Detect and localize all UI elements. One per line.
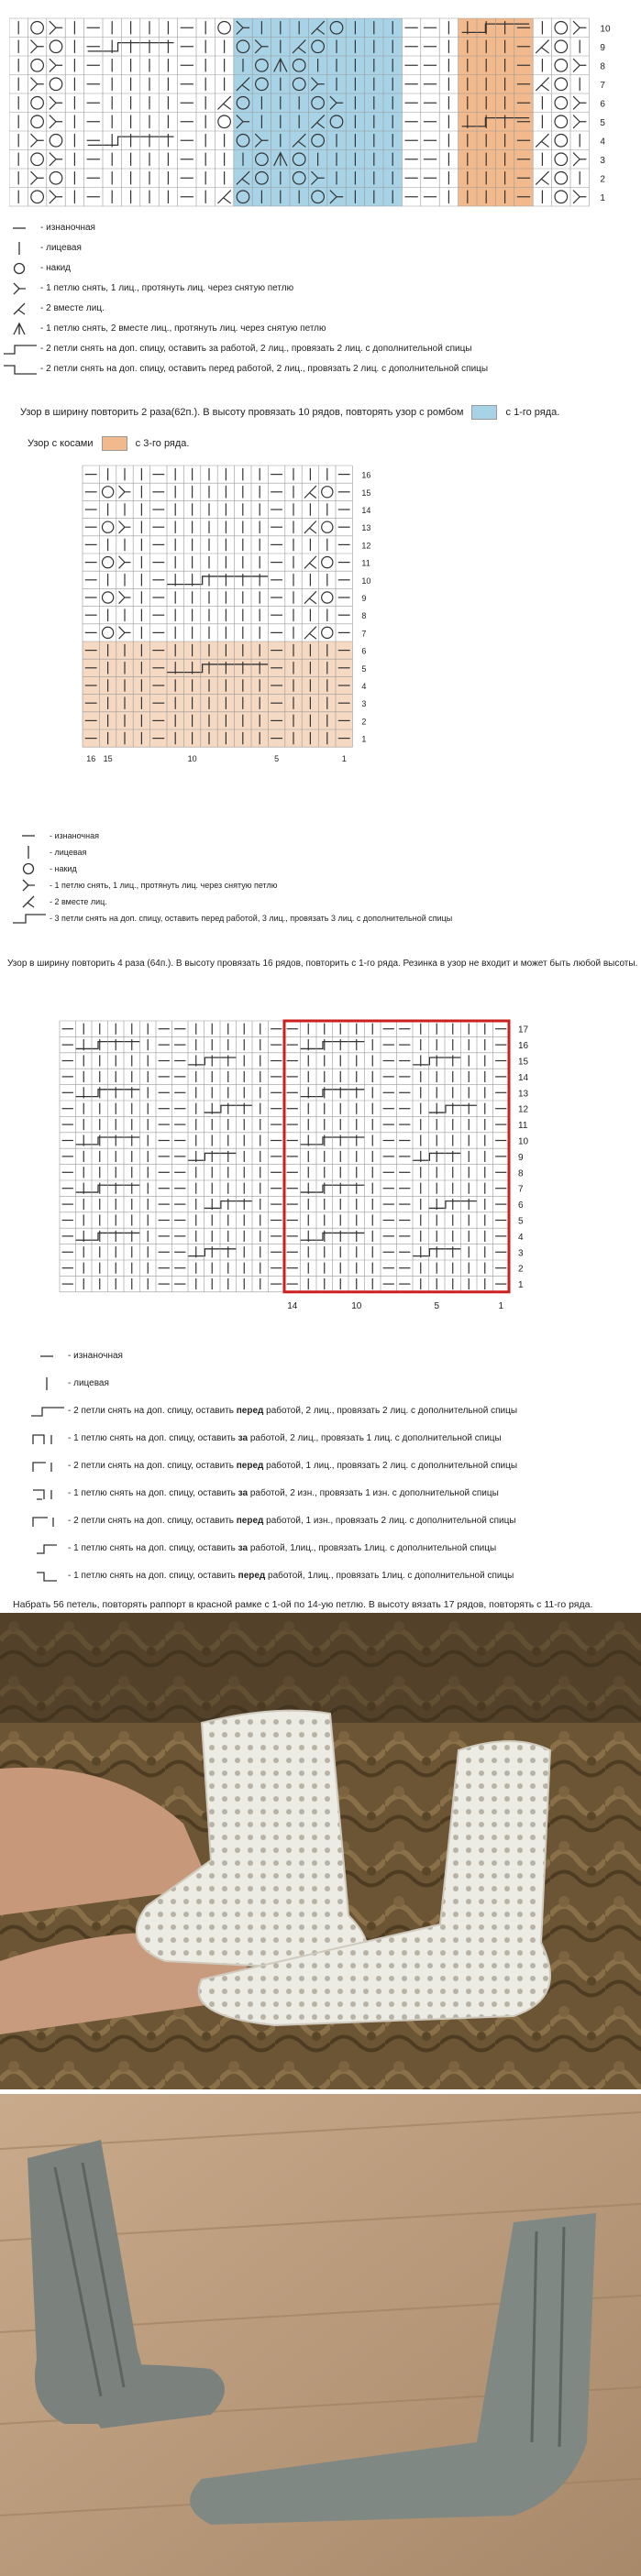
legend-text-bold: перед [236, 1406, 264, 1416]
yarn-over-icon [322, 556, 333, 567]
ssk-icon [30, 171, 43, 184]
legend-symbol [28, 1540, 68, 1557]
row-number: 1 [361, 734, 367, 744]
legend-row [28, 1480, 641, 1507]
legend-text: - накид [50, 864, 77, 873]
legend-symbol [0, 280, 40, 297]
legend-text: - изнаночная [50, 831, 99, 840]
ssk-icon [119, 486, 131, 498]
cable-note-label: Узор с косами [28, 437, 94, 449]
row-number: 3 [518, 1248, 524, 1259]
row-number: 14 [518, 1072, 529, 1083]
k2tog-icon [304, 521, 316, 532]
legend-text: - 2 вместе лиц. [40, 303, 105, 313]
yarn-over-icon [218, 21, 231, 34]
row-number: 5 [518, 1216, 524, 1227]
legend-row [9, 860, 641, 877]
legend-row [28, 1507, 641, 1535]
knit-bar-icon [2, 240, 39, 257]
ssk-icon [573, 191, 586, 203]
legend-text-post: работой, 2 лиц., провязать 1 лиц. с дополнительной спицы [248, 1433, 502, 1443]
purl-dash-icon [29, 1348, 66, 1365]
ssk-icon [119, 556, 131, 568]
row-number: 8 [518, 1168, 524, 1179]
legend-row [0, 339, 641, 359]
legend-text-pre: - 2 петли снять на доп. спицу, оставить [68, 1516, 237, 1526]
legend-symbol [9, 844, 50, 860]
legend-text-post: работой, 1 изн., провязать 2 лиц. с дополнительной спицы [263, 1516, 516, 1526]
ssk-icon [50, 21, 62, 34]
legend-row [0, 279, 641, 299]
ssk-icon [573, 21, 586, 34]
row-number: 11 [361, 558, 370, 568]
legend-text-post: работой, 1лиц., провязать 1лиц. с дополнительной спицы [265, 1571, 514, 1581]
yarn-over-icon [31, 59, 44, 71]
legend-text: - 2 петли снять на доп. спицу, оставить за работой, 2 лиц., провязать 2 лиц. с дополнительной спицы [40, 344, 472, 354]
yarn-over-icon [322, 627, 333, 638]
yarn-over-icon [322, 487, 333, 498]
knit-bar-icon [11, 844, 48, 860]
legend-symbol [0, 220, 40, 236]
legend-text: - 1 петлю снять, 1 лиц., протянуть лиц. через снятую петлю [50, 881, 278, 890]
legend-symbol [9, 877, 50, 893]
row-number: 3 [600, 155, 605, 166]
yarn-over-icon [555, 191, 568, 203]
legend-symbol [0, 301, 40, 317]
ssk-icon [50, 59, 62, 71]
cable-note-end: с 3-го ряда. [135, 437, 190, 449]
legend-row [28, 1343, 641, 1370]
row-number: 6 [361, 646, 367, 656]
row-number: 2 [600, 174, 605, 185]
legend-row [9, 893, 641, 910]
row-number: 4 [361, 682, 367, 691]
yarn-over-icon [555, 59, 568, 71]
row-number: 15 [518, 1057, 529, 1068]
repeat-note-1-text: Узор в ширину повторить 2 раза(62п.). В высоту провязать 10 рядов, повторять узор с ромбом [20, 406, 464, 418]
legend-text [68, 1460, 517, 1473]
yarn-over-icon [218, 115, 231, 128]
blue-swatch [471, 405, 497, 420]
legend-text-post: работой, 2 изн., провязать 1 изн. с дополнительной спицы [248, 1488, 499, 1498]
yarn-over-icon [31, 115, 44, 128]
legend-text-pre: - 2 петли снять на доп. спицу, оставить [68, 1406, 237, 1416]
cable-note-1 [28, 436, 189, 451]
ssk-icon [119, 521, 131, 532]
k2tog-icon [217, 191, 230, 203]
legend-text: - 1 петлю снять, 2 вместе лиц., протянуть лиц. через снятую петлю [40, 323, 326, 334]
row-number: 1 [518, 1280, 524, 1291]
row-number: 10 [600, 24, 611, 35]
ssk-icon [119, 627, 131, 639]
yarn-over-icon [102, 487, 113, 498]
yarn-over-icon [31, 191, 44, 203]
legend-text-bold: за [238, 1543, 249, 1553]
legend-text: - лицевая [40, 243, 82, 253]
k2tog-icon [304, 591, 316, 603]
legend-text [68, 1350, 123, 1363]
legend-symbol [0, 341, 40, 357]
legend-text-bold: перед [236, 1516, 264, 1526]
column-number: 1 [498, 1300, 504, 1311]
ssk-icon [50, 96, 62, 109]
yarn-over-icon [50, 78, 62, 91]
row-number: 7 [600, 80, 605, 91]
ssk-icon [50, 191, 62, 203]
legend-text-pre: - изнаночная [68, 1351, 123, 1361]
repeat-note-1 [20, 405, 559, 420]
legend-text-bold: за [238, 1433, 249, 1443]
column-number: 15 [103, 754, 113, 764]
legend-symbol [28, 1568, 68, 1584]
k2tog-icon [536, 40, 548, 53]
legend-symbol [28, 1376, 68, 1392]
legend-symbol [28, 1485, 68, 1502]
legend-row [28, 1562, 641, 1590]
photo-white-socks [0, 1613, 641, 2089]
legend-row [28, 1535, 641, 1562]
row-number: 9 [361, 594, 367, 603]
grey-socks-illustration [0, 2094, 641, 2576]
legend-text [68, 1377, 109, 1390]
cable-back-icon [2, 341, 39, 357]
purl-dash-icon [11, 828, 48, 844]
ssk-icon [573, 153, 586, 166]
purl-dash-icon [2, 220, 39, 236]
ssk-icon [30, 40, 43, 53]
c3f-icon [29, 1458, 66, 1474]
legend-text [68, 1570, 514, 1583]
legend-row [0, 258, 641, 279]
row-number: 4 [518, 1232, 524, 1243]
repeat-note-3-text: Набрать 56 петель, повторять раппорт в красной рамке с 1-ой по 14-ую петлю. В высоту вязать 17 рядов, повторять с 11-го ряда. [13, 1599, 593, 1610]
column-number: 10 [351, 1300, 362, 1311]
legend-text-bold: перед [238, 1571, 266, 1581]
row-number: 10 [518, 1136, 529, 1147]
peach-swatch [102, 436, 127, 451]
yarn-over-icon [555, 134, 568, 147]
c2b-icon [29, 1540, 66, 1557]
ssk-icon [30, 134, 43, 147]
legend-text-post: работой, 2 лиц., провязать 2 лиц. с дополнительной спицы [263, 1406, 517, 1416]
legend-symbol [9, 910, 50, 926]
row-number: 6 [600, 99, 605, 110]
legend-text-bold: за [238, 1488, 249, 1498]
row-number: 9 [518, 1152, 524, 1163]
legend-row [28, 1370, 641, 1398]
legend-symbol [9, 893, 50, 910]
legend-text: - 3 петли снять на доп. спицу, оставить перед работой, 3 лиц., провязать 3 лиц. с дополнительной спицы [50, 914, 453, 923]
legend-text: - изнаночная [40, 223, 95, 233]
legend-symbol [28, 1403, 68, 1420]
lace-chart-2 [55, 458, 385, 820]
legend-2 [9, 828, 641, 926]
knit-bar-icon [29, 1376, 66, 1392]
legend-symbol [28, 1513, 68, 1529]
k2tog-icon [536, 134, 548, 147]
row-number: 2 [518, 1264, 524, 1275]
legend-symbol [9, 860, 50, 877]
yarn-over-icon [50, 171, 62, 184]
c3b-icon [29, 1431, 66, 1447]
legend-text-bold: перед [236, 1461, 264, 1471]
legend-text [68, 1542, 496, 1555]
row-number: 8 [600, 61, 605, 72]
yarn-over-icon [555, 171, 568, 184]
legend-3 [28, 1343, 641, 1590]
row-number: 9 [600, 42, 605, 53]
yarn-over-icon [31, 153, 44, 166]
ssk-icon [50, 153, 62, 166]
repeat-note-1-end: с 1-го ряда. [505, 406, 560, 418]
cable-front-icon [2, 361, 39, 378]
yarn-over-icon [31, 96, 44, 109]
row-number: 14 [361, 506, 371, 515]
legend-text-pre: - 1 петлю снять на доп. спицу, оставить [68, 1543, 238, 1553]
legend-row [0, 238, 641, 258]
ssk-icon [119, 591, 131, 603]
k2tog-icon [304, 627, 316, 639]
legend-text: - 2 петли снять на доп. спицу, оставить перед работой, 2 лиц., провязать 2 лиц. с дополнительной спицы [40, 364, 489, 374]
legend-text-pre: - 1 петлю снять на доп. спицу, оставить [68, 1488, 238, 1498]
t3f-icon [29, 1513, 66, 1529]
sk2p-icon [2, 321, 39, 337]
ssk-icon [573, 115, 586, 128]
row-number: 5 [600, 117, 605, 128]
legend-symbol [28, 1458, 68, 1474]
column-number: 5 [434, 1300, 440, 1311]
k2tog-icon [217, 96, 230, 109]
yarn-over-icon [555, 153, 568, 166]
legend-text-post: работой, 1 лиц., провязать 2 лиц. с дополнительной спицы [263, 1461, 517, 1471]
k2tog-icon [536, 171, 548, 184]
white-socks-illustration [0, 1613, 641, 2089]
k2tog-icon [304, 486, 316, 498]
legend-text-post: работой, 1лиц., провязать 1лиц. с дополнительной спицы [248, 1543, 497, 1553]
row-number: 2 [361, 717, 367, 727]
column-number: 14 [287, 1300, 298, 1311]
legend-symbol [0, 260, 40, 277]
legend-text: - 2 вместе лиц. [50, 897, 107, 906]
column-number: 16 [86, 754, 96, 764]
row-number: 8 [361, 611, 367, 621]
ssk-icon [50, 115, 62, 128]
column-number: 5 [274, 754, 280, 764]
ssk-icon [30, 78, 43, 91]
k2tog-icon [2, 301, 39, 317]
row-number: 7 [361, 629, 367, 639]
legend-row [0, 218, 641, 238]
legend-text: - лицевая [50, 848, 87, 857]
legend-symbol [0, 240, 40, 257]
legend-row [0, 299, 641, 319]
yarn-over-icon [31, 21, 44, 34]
legend-symbol [0, 361, 40, 378]
yarn-over-icon [2, 260, 39, 277]
legend-text-pre: - 2 петли снять на доп. спицу, оставить [68, 1461, 237, 1471]
legend-symbol [28, 1348, 68, 1365]
yarn-over-icon [322, 592, 333, 603]
lace-chart-1-grid [9, 16, 633, 211]
cable-chart-3-grid [9, 1015, 633, 1336]
lace-chart-2-grid [55, 458, 385, 820]
yarn-over-icon [50, 40, 62, 53]
legend-text [68, 1487, 499, 1500]
row-number: 15 [361, 488, 371, 498]
legend-1 [0, 218, 641, 379]
column-number: 1 [341, 754, 347, 764]
k2tog-icon [11, 893, 48, 910]
repeat-note-2-text: Узор в ширину повторить 4 раза (64п.). В высоту провязать 16 рядов, повторить с 1-го ряда. Резинка в узор не входит и может быть любой высоты. [7, 959, 638, 969]
ssk-icon [2, 280, 39, 297]
cable3-icon [11, 910, 48, 926]
c2f-icon [29, 1568, 66, 1584]
legend-row [0, 319, 641, 339]
row-number: 13 [518, 1089, 529, 1100]
row-number: 7 [518, 1184, 524, 1195]
ssk-icon [573, 96, 586, 109]
yarn-over-icon [102, 592, 113, 603]
legend-text-pre: - лицевая [68, 1378, 109, 1388]
row-number: 13 [361, 523, 371, 533]
row-number: 11 [518, 1121, 528, 1132]
yarn-over-icon [555, 21, 568, 34]
legend-row [9, 910, 641, 926]
legend-text: - 1 петлю снять, 1 лиц., протянуть лиц. через снятую петлю [40, 283, 294, 293]
k2tog-icon [536, 78, 548, 91]
yarn-over-icon [555, 96, 568, 109]
legend-row [0, 359, 641, 379]
t3b-icon [29, 1485, 66, 1502]
legend-row [28, 1425, 641, 1452]
row-number: 4 [600, 137, 605, 148]
row-number: 12 [518, 1104, 529, 1115]
legend-text [68, 1432, 502, 1445]
row-number: 5 [361, 663, 367, 674]
repeat-note-3 [13, 1599, 592, 1610]
repeat-note-2 [7, 959, 637, 969]
yarn-over-icon [50, 134, 62, 147]
legend-symbol [9, 828, 50, 844]
legend-text [68, 1515, 516, 1528]
k2tog-icon [304, 556, 316, 568]
yarn-over-icon [555, 40, 568, 53]
row-number: 1 [600, 192, 605, 203]
ssk-icon [573, 59, 586, 71]
ssk-icon [11, 877, 48, 893]
c4f-icon [29, 1403, 66, 1420]
legend-text-pre: - 1 петлю снять на доп. спицу, оставить [68, 1433, 238, 1443]
legend-text: - накид [40, 263, 71, 273]
row-number: 12 [361, 541, 371, 551]
legend-row [28, 1452, 641, 1480]
legend-row [28, 1398, 641, 1425]
legend-text [68, 1405, 517, 1418]
lace-chart-1 [9, 16, 633, 211]
row-number: 10 [361, 575, 371, 586]
legend-row [9, 844, 641, 860]
yarn-over-icon [555, 78, 568, 91]
legend-row [9, 828, 641, 844]
cable-chart-3 [9, 1015, 633, 1336]
legend-row [9, 877, 641, 893]
row-number: 16 [361, 470, 371, 480]
legend-text-pre: - 1 петлю снять на доп. спицу, оставить [68, 1571, 238, 1581]
yarn-over-icon [322, 521, 333, 532]
yarn-over-icon [11, 860, 48, 877]
yarn-over-icon [555, 115, 568, 128]
row-number: 16 [518, 1041, 529, 1052]
row-number: 17 [518, 1025, 529, 1036]
legend-symbol [0, 321, 40, 337]
row-number: 3 [361, 699, 367, 709]
legend-symbol [28, 1431, 68, 1447]
yarn-over-icon [102, 556, 113, 567]
column-number: 10 [187, 754, 197, 764]
photo-grey-socks [0, 2094, 641, 2576]
yarn-over-icon [102, 627, 113, 638]
row-number: 6 [518, 1200, 524, 1211]
yarn-over-icon [102, 521, 113, 532]
